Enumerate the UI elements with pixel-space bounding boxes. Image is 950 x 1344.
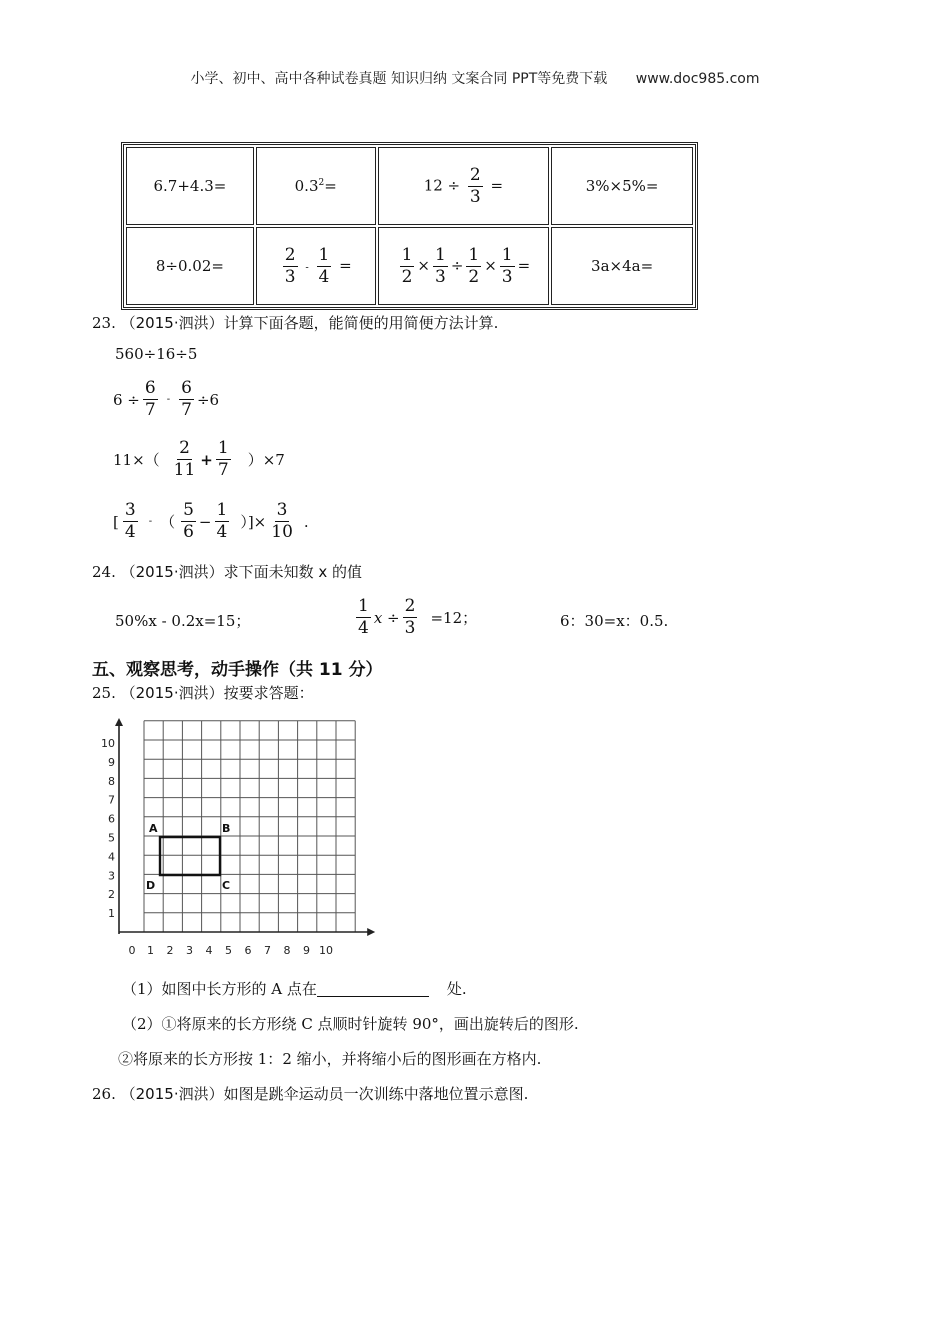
y-tick-label: 1 (108, 907, 115, 921)
header-text: 小学、初中、高中各种试卷真题 知识归纳 文案合同 PPT等免费下载 (190, 71, 608, 87)
section-five-title: 五、观察思考，动手操作（共 11 分） (92, 660, 383, 680)
calculation-table (121, 142, 698, 310)
q23-expression-1: 560÷16÷5 (115, 345, 198, 363)
q24-equation-1: 50%x - 0.2x=15； (115, 612, 251, 630)
x-tick-label: 3 (186, 944, 193, 957)
y-tick-label: 6 (108, 812, 115, 826)
x-tick-label: 4 (205, 944, 213, 957)
table-cell: 6.7+4.3= (126, 147, 254, 225)
x-tick-label: 1 (147, 944, 154, 957)
question-26: 26. （2015·泗洪）如图是跳伞运动员一次训练中落地位置示意图. (92, 1085, 529, 1103)
question-24: 24. （2015·泗洪）求下面未知数 x 的值 (92, 563, 363, 581)
x-tick-label: 7 (264, 944, 271, 957)
table-cell: $\frac{1}{2}$ × $\frac{1}{3}$ ÷ $\frac{1}{2}$ × $\frac{1}{3}$ = (378, 227, 550, 305)
y-axis-arrow (115, 718, 123, 726)
q25-part-2: （2）①将原来的长方形绕 C 点顺时针旋转 90°，画出旋转后的图形. (122, 1015, 579, 1033)
x-tick-label: 0 (128, 944, 136, 957)
x-axis-arrow (367, 928, 375, 936)
fraction: $\frac{1}{2}$ (401, 244, 413, 287)
question-25: 25. （2015·泗洪）按要求答题： (92, 684, 314, 702)
x-tick-label: 5 (225, 944, 232, 957)
x-tick-label: 2 (166, 944, 174, 957)
q23-expression-2: 6 ÷ $\frac{6}{7}$ - $\frac{6}{7}$ ÷6 (113, 378, 220, 420)
q25-part-3: ②将原来的长方形按 1：2 缩小，并将缩小后的图形画在方格内. (118, 1050, 542, 1068)
fraction: $\frac{1}{3}$ (501, 244, 513, 287)
table-row (126, 227, 693, 305)
y-tick-label: 10 (101, 737, 115, 750)
q23-expression-4: [ $\frac{3}{4}$ - （ $\frac{5}{6}$ − $\frac{1}{4}$ ）]× $\frac{3}{10}$ . (113, 500, 309, 542)
q24-equation-3: 6：30=x：0.5. (560, 612, 669, 630)
table-cell: 3%×5%= (551, 147, 693, 225)
table-row (126, 147, 693, 225)
q23-expression-3: 11×（ $\frac{2}{11}$ + $\frac{1}{7}$ ）×7 (113, 438, 285, 480)
table-cell: $\frac{2}{3}$ - $\frac{1}{4}$ = (256, 227, 376, 305)
y-tick-label: 2 (108, 888, 115, 902)
fraction: $\frac{1}{4}$ (318, 244, 330, 287)
coordinate-grid (101, 718, 368, 964)
table-cell: 3a×4a= (551, 227, 693, 305)
question-23: 23. （2015·泗洪）计算下面各题，能简便的用简便方法计算. (92, 314, 499, 332)
fraction: $\frac{1}{3}$ (434, 244, 446, 287)
answer-blank[interactable] (317, 980, 429, 997)
x-tick-label: 9 (303, 944, 310, 957)
q24-equation-2: $\frac{1}{4}$ x ÷ $\frac{2}{3}$ =12； (358, 596, 478, 638)
y-tick-label: 8 (108, 774, 115, 788)
y-tick-label: 3 (108, 869, 115, 883)
fraction: $\frac{1}{2}$ (468, 244, 480, 287)
y-tick-label: 4 (108, 850, 115, 864)
page-header (0, 68, 950, 88)
table-cell: $0.3^2=$ (256, 147, 376, 225)
fraction: $\frac{2}{3}$ (284, 244, 296, 287)
point-label-b: B (222, 822, 231, 835)
x-tick-label: 8 (283, 944, 291, 957)
y-tick-label: 9 (108, 755, 115, 769)
header-url[interactable]: www.doc985.com (635, 71, 760, 87)
table-cell: 12 ÷ $\frac{2}{3}$ = (378, 147, 550, 225)
point-label-a: A (149, 822, 158, 835)
q25-part-1: （1）如图中长方形的 A 点在 处. (122, 980, 467, 998)
table-cell: 8÷0.02= (126, 227, 254, 305)
rectangle-abcd (160, 837, 220, 875)
x-tick-label: 10 (319, 944, 333, 957)
x-tick-label: 6 (244, 944, 252, 957)
y-tick-label: 5 (108, 831, 115, 845)
fraction: $\frac{2}{3}$ (469, 164, 481, 207)
point-label-c: C (222, 879, 231, 892)
y-tick-label: 7 (108, 793, 115, 807)
point-label-d: D (146, 879, 156, 892)
